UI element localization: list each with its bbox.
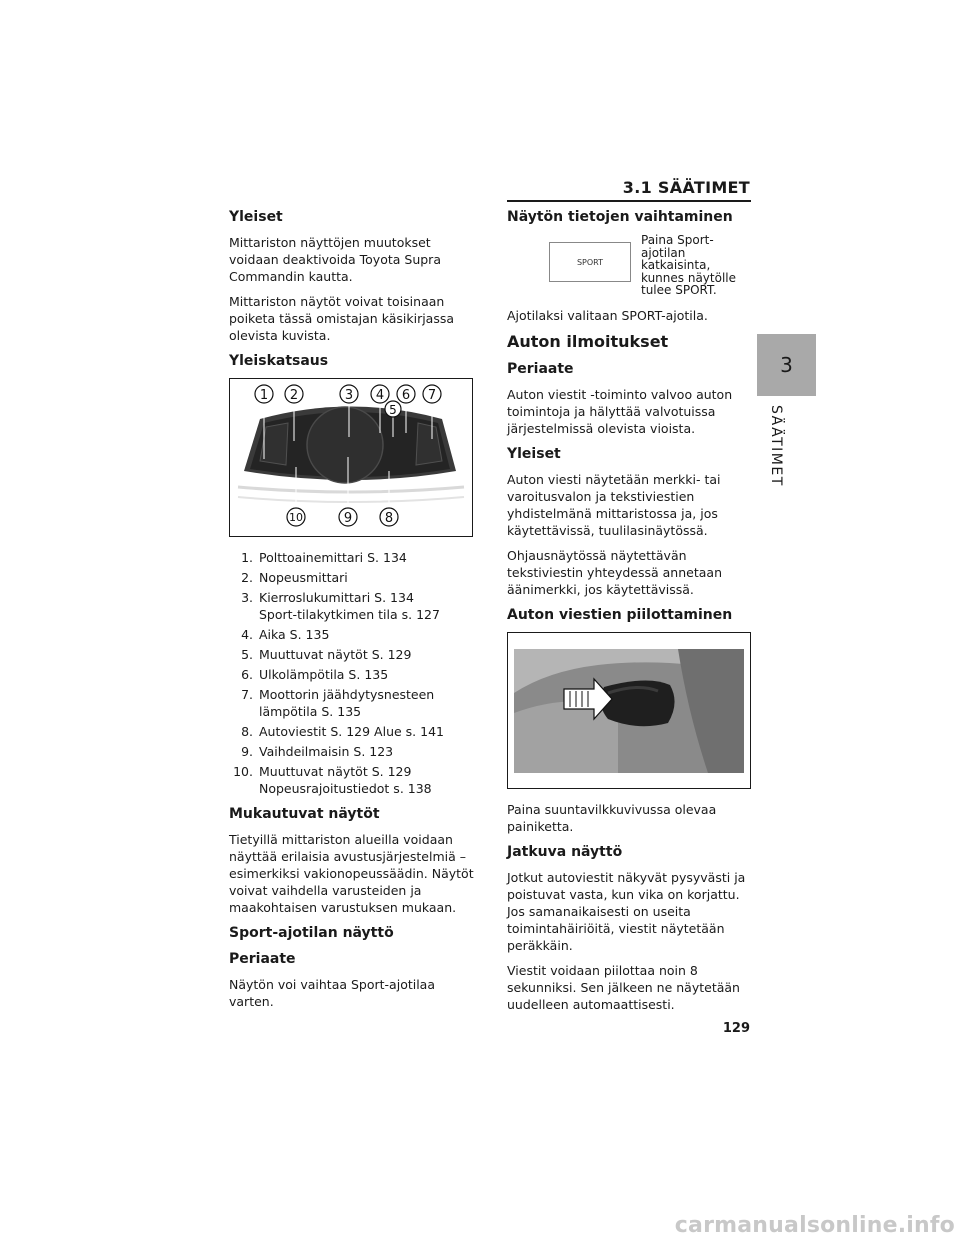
callout-label: 10	[289, 511, 303, 524]
callout-label: 2	[289, 388, 299, 403]
paragraph: Näytön voi vaihtaa Sport-ajotilaa varten.	[229, 977, 436, 1009]
heading-vaihtaminen: Näytön tietojen vaihtaminen	[507, 209, 733, 225]
chapter-name: SÄÄTIMET	[768, 405, 784, 487]
callout-label: 9	[343, 511, 353, 526]
heading-periaate: Periaate	[229, 951, 296, 967]
sport-instruction	[507, 234, 753, 297]
callout-2	[285, 385, 303, 403]
sport-button-illustration	[549, 242, 631, 282]
heading-jatkuva: Jatkuva näyttö	[507, 843, 623, 860]
header-rule	[507, 200, 751, 202]
callout-label: 1	[259, 388, 269, 403]
callout-label: 7	[427, 388, 437, 403]
list-item: 10. Muuttuvat näytöt S. 129 Nopeusrajoitustiedot s. 138	[233, 764, 432, 796]
callout-label: 6	[401, 388, 411, 403]
callout-label: 4	[375, 388, 385, 403]
list-item: 5. Muuttuvat näytöt S. 129	[241, 647, 412, 662]
turn-signal-stalk-figure	[507, 632, 751, 789]
callout-8	[380, 508, 398, 526]
heading-piilottaminen: Auton viestien piilottaminen	[507, 606, 733, 623]
instrument-cluster-illustration	[230, 379, 472, 536]
paragraph: Viestit voidaan piilottaa noin 8 sekunniksi. Sen jälkeen ne näytetään uudelleen automaattisesti.	[507, 962, 740, 1012]
callout-7	[423, 385, 441, 403]
list-item: 4. Aika S. 135	[241, 627, 330, 642]
sport-description: Paina Sport-ajotilan katkaisinta, kunnes näytölle tulee SPORT.	[641, 233, 737, 297]
list-item: 1. Polttoainemittari S. 134	[241, 550, 407, 565]
section-header: 3.1 SÄÄTIMET	[622, 178, 750, 197]
turn-signal-stalk-illustration	[508, 633, 750, 788]
paragraph: Tietyillä mittariston alueilla voidaan näyttää erilaisia avustusjärjestelmiä – esimerkiksi vakionopeussäädin. Näytöt voivat vaihdella varusteiden ja maakohtaisen varustuksen mukaan.	[229, 832, 474, 915]
paragraph: Paina suuntavilkkuvivussa olevaa painiketta.	[507, 801, 717, 834]
sport-button-label: SPORT	[576, 257, 604, 267]
list-item: 7. Moottorin jäähdytysnesteen lämpötila S. 135	[241, 687, 435, 719]
heading-ilmoitukset: Auton ilmoitukset	[507, 331, 669, 351]
list-item: 8. Autoviestit S. 129 Alue s. 141	[241, 724, 444, 739]
callout-1	[255, 385, 273, 403]
page-number: 129	[722, 1021, 750, 1036]
callout-9	[339, 508, 357, 526]
list-item: 9. Vaihdeilmaisin S. 123	[241, 744, 394, 759]
paragraph: Ajotilaksi valitaan SPORT-ajotila.	[507, 307, 708, 323]
callout-10	[287, 508, 305, 526]
callout-4	[371, 385, 389, 403]
heading-mukautuvat: Mukautuvat näytöt	[229, 806, 380, 822]
list-item: 6. Ulkolämpötila S. 135	[241, 667, 389, 682]
callout-6	[397, 385, 415, 403]
callout-3	[340, 385, 358, 403]
paragraph: Auton viestit -toiminto valvoo auton toimintoja ja hälyttää valvotuissa järjestelmissä olevista vioista.	[507, 386, 733, 436]
heading-yleiskatsaus: Yleiskatsaus	[229, 353, 329, 369]
list-item: 2. Nopeusmittari	[241, 570, 348, 585]
callout-label: 8	[384, 511, 394, 526]
callout-5	[385, 401, 401, 417]
paragraph: Jotkut autoviestit näkyvät pysyvästi ja poistuvat vasta, kun vika on korjattu. Jos samanaikaisesti on useita toimintahäiriöitä, viestit näytetään peräkkäin.	[507, 869, 746, 953]
callout-label: 3	[344, 388, 354, 403]
heading-yleiset: Yleiset	[229, 209, 283, 225]
instrument-cluster-figure	[229, 378, 473, 537]
heading-yleiset: Yleiset	[507, 445, 561, 462]
chapter-tab	[757, 334, 816, 396]
paragraph: Mittariston näytöt voivat toisinaan poiketa tässä omistajan käsikirjassa olevista kuvista.	[229, 294, 455, 343]
right-column	[507, 208, 753, 1021]
list-item: 3. Kierroslukumittari S. 134 Sport-tilakytkimen tila s. 127	[241, 590, 440, 622]
paragraph: Ohjausnäytössä näytettävän tekstiviestin yhteydessä annetaan äänimerkki, jos käytettävissä.	[507, 547, 722, 597]
chapter-number: 3	[780, 353, 793, 377]
heading-sport: Sport-ajotilan näyttö	[229, 925, 394, 941]
legend-list	[229, 549, 475, 797]
paragraph: Auton viesti näytetään merkki- tai varoitusvalon ja tekstiviestien yhdistelmänä mittaristossa ja, jos käytettävissä, tuulilasinäytössä.	[507, 471, 721, 538]
paragraph: Mittariston näyttöjen muutokset voidaan deaktivoida Toyota Supra Commandin kautta.	[229, 235, 441, 284]
callout-label: 5	[389, 403, 397, 417]
heading-periaate: Periaate	[507, 360, 574, 377]
watermark: carmanualsonline.info	[674, 1213, 955, 1238]
left-column	[229, 208, 475, 1018]
